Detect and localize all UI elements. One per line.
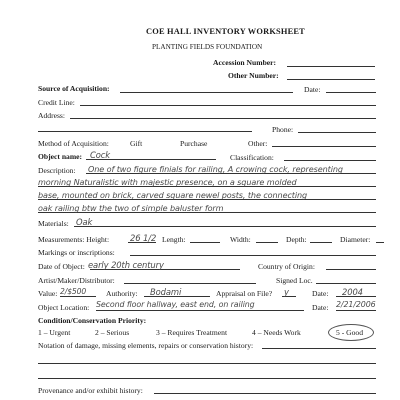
- date-of-object-value: early 20th century: [88, 260, 164, 270]
- width-field[interactable]: [256, 242, 278, 243]
- width-label: Width:: [230, 235, 251, 244]
- measurements-height-label: Measurements: Height:: [38, 235, 110, 244]
- materials-value: Oak: [76, 217, 93, 227]
- provenance-field[interactable]: [154, 393, 376, 394]
- provenance-label: Provenance and/or exhibit history:: [38, 386, 143, 395]
- diameter-label: Diameter:: [340, 235, 371, 244]
- notation-label: Notation of damage, missing elements, repairs or conservation history:: [38, 341, 254, 350]
- object-location-value: Second floor hallway, east end, on railing: [96, 300, 255, 309]
- artist-maker-label: Artist/Maker/Distributor:: [38, 276, 115, 285]
- object-name-label: Object name:: [38, 152, 83, 161]
- notation-field-3[interactable]: [38, 378, 376, 379]
- value-label: Value:: [38, 289, 58, 298]
- address-field[interactable]: [70, 118, 376, 119]
- form-title: COE HALL INVENTORY WORKSHEET: [146, 27, 305, 36]
- materials-label: Materials:: [38, 219, 69, 228]
- other-number-field[interactable]: [287, 79, 375, 80]
- description-value-1: One of two figure finials for railing, A crowing cock, representing: [88, 164, 343, 174]
- form-subtitle: PLANTING FIELDS FOUNDATION: [152, 43, 263, 51]
- description-value-2: morning Naturalistic with majestic presence, on a square molded: [38, 177, 297, 187]
- source-of-acquisition-field[interactable]: [120, 92, 293, 93]
- appraisal-date-value: 2004: [342, 287, 363, 297]
- other-number-label: Other Number:: [228, 71, 279, 80]
- signed-loc-label: Signed Loc.: [276, 276, 313, 285]
- condition-option-2[interactable]: 2 – Serious: [95, 328, 130, 337]
- signed-loc-field[interactable]: [316, 283, 376, 284]
- condition-heading: Condition/Conservation Priority:: [38, 316, 147, 325]
- artist-maker-field[interactable]: [124, 283, 256, 284]
- credit-line-label: Credit Line:: [38, 98, 75, 107]
- condition-option-4[interactable]: 4 – Needs Work: [252, 328, 301, 337]
- notation-field-2[interactable]: [38, 363, 376, 364]
- country-of-origin-field[interactable]: [326, 269, 376, 270]
- date-label: Date:: [304, 85, 321, 94]
- description-label: Description:: [38, 166, 76, 175]
- other-field[interactable]: [272, 146, 376, 147]
- condition-option-3[interactable]: 3 – Requires Treatment: [156, 328, 228, 337]
- location-date-label: Date:: [312, 303, 329, 312]
- gift-option[interactable]: Gift: [130, 139, 143, 148]
- location-date-value: 2/21/2006: [336, 300, 376, 309]
- diameter-field[interactable]: [376, 242, 384, 243]
- object-name-value: Cock: [90, 150, 111, 160]
- value-value: 2/$500: [60, 287, 87, 296]
- purchase-option[interactable]: Purchase: [180, 139, 208, 148]
- location-date-field[interactable]: [336, 310, 376, 311]
- classification-field[interactable]: [284, 160, 376, 161]
- accession-number-label: Accession Number:: [213, 58, 277, 67]
- classification-label: Classification:: [230, 153, 274, 162]
- description-value-3: base, mounted on brick, carved square newel posts, the connecting: [38, 190, 308, 200]
- notation-field[interactable]: [262, 348, 376, 349]
- authority-value: Bodami: [150, 287, 182, 297]
- address-label: Address:: [38, 111, 65, 120]
- materials-field[interactable]: [74, 226, 376, 227]
- date-field[interactable]: [326, 92, 376, 93]
- object-location-field[interactable]: [96, 310, 304, 311]
- phone-field[interactable]: [298, 132, 376, 133]
- description-value-4: oak railing btw the two of simple baluster form: [38, 203, 224, 213]
- appraisal-on-file-label: Appraisal on File?: [216, 289, 273, 298]
- length-field[interactable]: [190, 242, 220, 243]
- authority-label: Authority:: [106, 289, 138, 298]
- phone-label: Phone:: [272, 125, 294, 134]
- credit-line-field[interactable]: [80, 105, 376, 106]
- height-value: 26 1/2: [130, 233, 157, 243]
- appraisal-value: y: [284, 287, 289, 297]
- markings-field[interactable]: [130, 255, 376, 256]
- appraisal-date-label: Date:: [312, 289, 329, 298]
- condition-option-1[interactable]: 1 – Urgent: [38, 328, 71, 337]
- depth-label: Depth:: [286, 235, 307, 244]
- source-of-acquisition-label: Source of Acquisition:: [38, 84, 110, 93]
- other-label: Other:: [248, 139, 268, 148]
- depth-field[interactable]: [310, 242, 332, 243]
- method-of-acquisition-label: Method of Acquisition:: [38, 139, 109, 148]
- condition-option-5[interactable]: 5 - Good: [336, 328, 363, 337]
- date-of-object-label: Date of Object:: [38, 262, 85, 271]
- accession-number-field[interactable]: [287, 66, 375, 67]
- object-location-label: Object Location:: [38, 303, 90, 312]
- country-of-origin-label: Country of Origin:: [258, 262, 315, 271]
- markings-label: Markings or inscriptions:: [38, 248, 115, 257]
- address-field-2[interactable]: [38, 131, 252, 132]
- length-label: Length:: [162, 235, 186, 244]
